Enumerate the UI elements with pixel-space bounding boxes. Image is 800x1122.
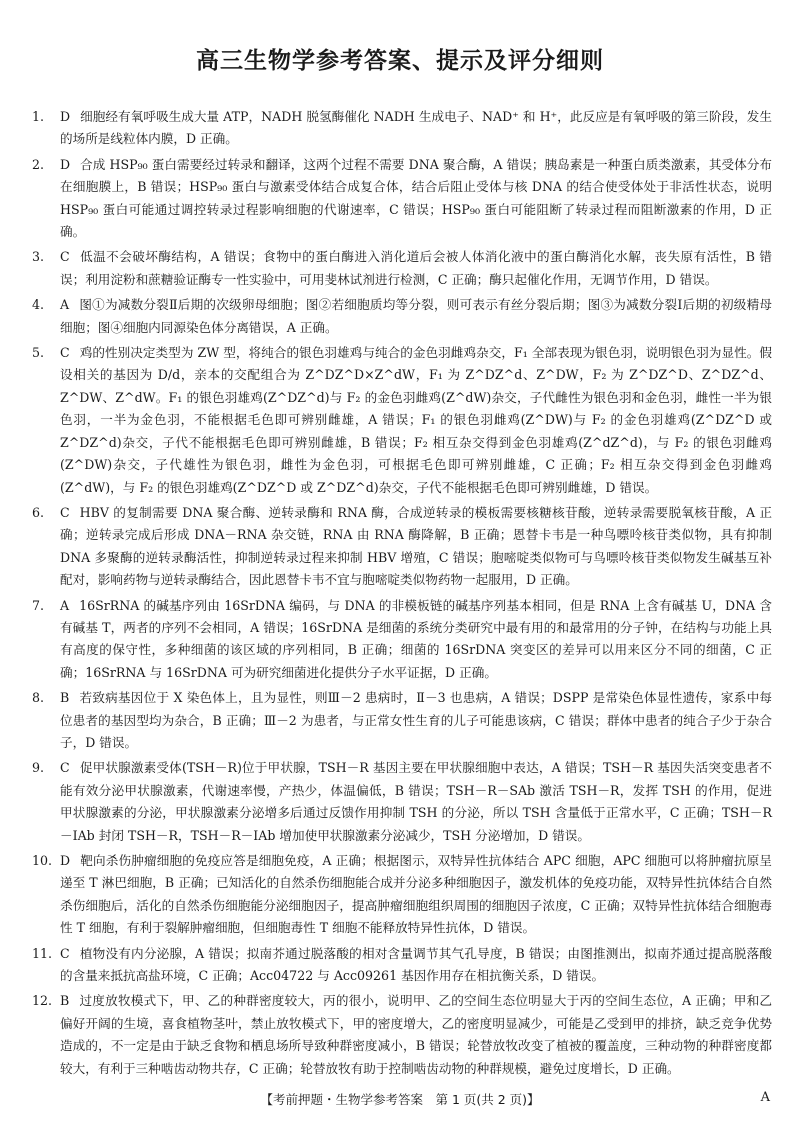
paper-version: A [760,1090,770,1105]
answer-key: C [60,945,70,961]
question-number: 2. [32,156,45,172]
answer-item [32,757,772,847]
answer-item [32,850,772,940]
answer-key: D [60,109,71,124]
question-number: 8. [32,690,45,706]
question-number: 9. [32,760,45,776]
answer-explanation: 靶向杀伤肿瘤细胞的免疫应答是细胞免疫，A 正确；根据图示，双特异性抗体结合 APC 细胞，APC 细胞可以将肿瘤抗原呈递至 T 淋巴细胞，B 正确；已知活化的自然杀伤细胞能合成并分泌多种细胞因子，激发机体的免疫功能，双特异性抗体结合自然杀伤细胞后，活化的自然杀伤细胞能分泌细胞因子，提高肿瘤细胞组织周围的细胞因子浓度，C 正确；双特异性抗体结合细胞毒性 T 细胞，有利于裂解肿瘤细胞，但细胞毒性 T 细胞不能释放特异性抗体，D 错误。 [60,853,772,936]
question-number: 5. [32,345,45,361]
answer-item [32,246,772,291]
answer-item [32,154,772,244]
answer-list [32,106,772,1083]
question-number: 7. [32,597,45,613]
answer-item [32,106,772,151]
page-footer: 【考前押题・生物学参考答案 第 1 页(共 2 页)】 [260,1092,540,1107]
question-number: 1. [32,109,45,124]
answer-explanation: 16SrRNA 的碱基序列由 16SrDNA 编码，与 DNA 的非模板链的碱基序列基本相同，但是 RNA 上含有碱基 U，DNA 含有碱基 T，两者的序列不会相同，A 错误；16SrDNA 是细菌的系统分类研究中最有用的和最常用的分子钟，在结构与功能上具有高度的保守性，多种细菌的该区域的序列相同，B 正确；细菌的 16SrDNA 突变区的差异可以用来区分不同的细菌，C 正确；16SrRNA 与 16SrDNA 可为研究细菌进化提供分子水平证据，D 正确。 [60,597,772,680]
answer-item [32,502,772,592]
question-number: 3. [32,249,45,265]
answer-key: A [60,297,70,313]
question-number: 11. [32,945,53,961]
answer-explanation: 若致病基因位于 X 染色体上，且为显性，则Ⅲ－2 患病时，Ⅱ－3 也患病，A 错误；DSPP 是常染色体显性遗传，家系中每位患者的基因型均为杂合，B 正确；Ⅲ－2 为患者，与正常女性生育的儿子可能患该病，C 错误；群体中患者的纯合子少于杂合子，D 错误。 [60,690,772,750]
answer-explanation: 鸡的性别决定类型为 ZW 型，将纯合的银色羽雄鸡与纯合的金色羽雌鸡杂交，F₁ 全部表现为银色羽，说明银色羽为显性。假设相关的基因为 D/d，亲本的交配组合为 Z^DZ^D×Z^dW，F₁ 为 Z^DZ^d、Z^DW，F₂ 为 Z^DZ^D、Z^DZ^d、Z^DW、Z^dW。F₁ 的银色羽雄鸡(Z^DZ^d)与 F₂ 的金色羽雌鸡(Z^dW)杂交，子代雌性为银色羽和金色羽，雌性一半为银色羽，一半为金色羽，不能根据毛色即可辨别雌雄，A 错误；F₁ 的银色羽雌鸡(Z^DW)与 F₂ 的金色羽雄鸡(Z^DZ^D 或 Z^DZ^d)杂交，子代不能根据毛色即可辨别雌雄，B 错误；F₂ 相互杂交得到金色羽雄鸡(Z^dZ^d)，与 F₂ 的银色羽雌鸡(Z^DW)杂交，子代雄性为银色羽，雌性为金色羽，可根据毛色即可辨别雌雄，C 正确；F₂ 相互杂交得到金色羽雌鸡(Z^dW)，与 F₂ 的银色羽雄鸡(Z^DZ^D 或 Z^DZ^d)杂交，子代不能根据毛色即可辨别雌雄，D 错误。 [60,345,772,495]
page-title: 高三生物学参考答案、提示及评分细则 [196,48,604,74]
answer-key: B [60,993,70,1009]
answer-item [32,595,772,685]
answer-explanation: 植物没有内分泌腺，A 错误；拟南芥通过脱落酸的相对含量调节其气孔导度，B 错误；由图推测出，拟南芥通过提高脱落酸的含量来抵抗高盐环境，C 正确；Acc04722 与 Acc09261 基因作用存在相抗衡关系，D 错误。 [60,945,772,984]
answer-explanation: 过度放牧模式下，甲、乙的种群密度较大，丙的很小，说明甲、乙的空间生态位明显大于丙的空间生态位，A 正确；甲和乙偏好开阔的生境，喜食植物茎叶，禁止放牧模式下，甲的密度增大，乙的密度明显减少，可能是乙受到甲的排挤，缺乏竞争优势造成的，不一定是由于缺乏食物和栖息场所导致种群密度减小，B 错误；轮替放牧改变了植被的覆盖度，三种动物的种群密度都较大，有利于三种啮齿动物共存，C 正确；轮替放牧有助于控制啮齿动物的种群规模，避免过度增长，D 正确。 [60,993,772,1076]
answer-key: C [60,760,70,776]
answer-explanation: 促甲状腺激素受体(TSH－R)位于甲状腺，TSH－R 基因主要在甲状腺细胞中表达，A 错误；TSH－R 基因失活突变患者不能有效分泌甲状腺激素，代谢速率慢，产热少，体温偏低，B 错误；TSH－R－SAb 激活 TSH－R，发挥 TSH 的作用，促进甲状腺激素的分泌，甲状腺激素分泌增多后通过反馈作用抑制 TSH 的分泌，所以 TSH 含量低于正常水平，C 正确；TSH－R－IAb 封闭 TSH－R，TSH－R－IAb 增加使甲状腺激素分泌减少，TSH 分泌增加，D 错误。 [60,760,772,843]
answer-item [32,294,772,339]
answer-explanation: HBV 的复制需要 DNA 聚合酶、逆转录酶和 RNA 酶，合成逆转录的模板需要核糖核苷酸，逆转录需要脱氧核苷酸，A 正确；逆转录完成后形成 DNA－RNA 杂交链，RNA 由 RNA 酶降解，B 正确；恩替卡韦是一种鸟嘌呤核苷类似物，具有抑制 DNA 多聚酶的逆转录酶活性，抑制逆转录过程来抑制 HBV 增殖，C 错误；胞嘧啶类似物可与鸟嘌呤核苷类似物发生碱基互补配对，影响药物与逆转录酶结合，因此恩替卡韦不宜与胞嘧啶类似物药物一起服用，D 正确。 [60,504,772,588]
answer-item [32,990,772,1080]
answer-key: C [60,504,70,520]
answer-item [32,943,772,988]
answer-item [32,342,772,499]
question-number: 6. [32,504,45,520]
answer-explanation: 低温不会破坏酶结构，A 错误；食物中的蛋白酶进入消化道后会被人体消化液中的蛋白酶消化水解，丧失原有活性，B 错误；利用淀粉和蔗糖验证酶专一性实验中，可用斐林试剂进行检测，C 正确；酶只起催化作用，无调节作用，D 错误。 [60,249,772,287]
answer-explanation: 合成 HSP₉₀ 蛋白需要经过转录和翻译，这两个过程不需要 DNA 聚合酶，A 错误；胰岛素是一种蛋白质类激素，其受体分布在细胞膜上，B 错误；HSP₉₀ 蛋白与激素受体结合成复合体，结合后阻止受体与核 DNA 的结合使受体处于非活性状态，说明 HSP₉₀ 蛋白可能通过调控转录过程影响细胞的代谢速率，C 错误；HSP₉₀ 蛋白可能阻断了转录过程而阻断激素的作用，D 正确。 [60,156,772,240]
answer-key: A [60,597,70,613]
question-number: 10. [32,853,53,868]
question-number: 12. [32,993,53,1009]
answer-key: B [60,690,70,706]
answer-key: C [60,249,70,265]
answer-explanation: 图①为减数分裂Ⅱ后期的次级卵母细胞；图②若细胞质均等分裂，则可表示有丝分裂后期；图③为减数分裂Ⅰ后期的初级精母细胞；图④细胞内同源染色体分离错误，A 正确。 [60,297,772,335]
answer-key: D [60,853,71,868]
answer-explanation: 细胞经有氧呼吸生成大量 ATP，NADH 脱氢酶催化 NADH 生成电子、NAD⁺ 和 H⁺，此反应是有氧呼吸的第三阶段，发生的场所是线粒体内膜，D 正确。 [60,109,772,147]
answer-key: D [60,156,71,172]
answer-item [32,687,772,754]
answer-key: C [60,345,70,361]
question-number: 4. [32,297,45,313]
